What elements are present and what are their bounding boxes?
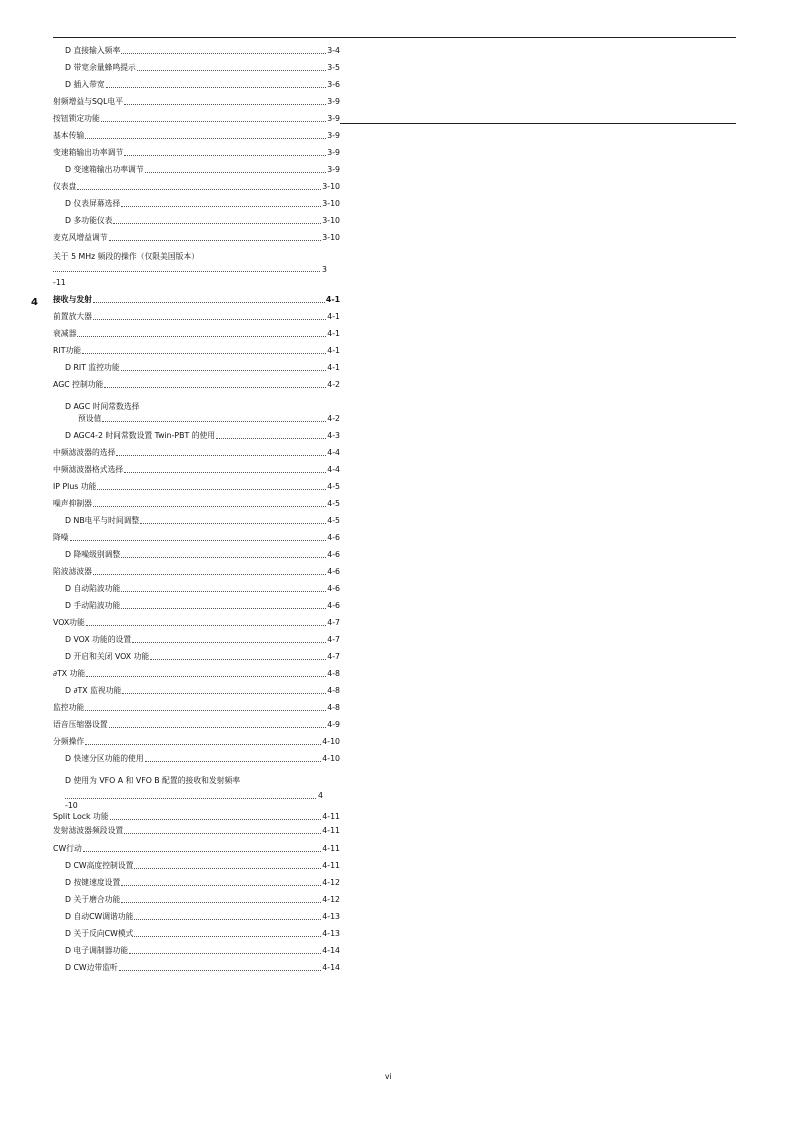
- toc-entry[interactable]: [65, 631, 340, 645]
- toc-entry-page: 3-10: [322, 199, 340, 208]
- toc-entry-5mhz-page: 3: [322, 265, 327, 274]
- toc-entry-page: 3-10: [322, 182, 340, 191]
- toc-entry[interactable]: [65, 42, 340, 56]
- toc-entry-title: D AGC4-2 时间常数设置 Twin-PBT 的使用: [65, 431, 216, 440]
- toc-leader: [85, 710, 326, 711]
- toc-entry[interactable]: [53, 325, 340, 339]
- toc-entry-page: 4-11: [322, 826, 340, 835]
- toc-leader: [121, 206, 321, 207]
- toc-entry[interactable]: [53, 308, 340, 322]
- toc-entry-page: 4-7: [327, 618, 340, 627]
- toc-entry-title: CW行动: [53, 844, 82, 853]
- toc-entry[interactable]: [53, 716, 340, 730]
- toc-entry-page: 4-7: [327, 652, 340, 661]
- toc-leader: [129, 953, 321, 954]
- toc-entry-title: D NB电平与时间调整: [65, 516, 140, 525]
- toc-entry-page: 4-6: [327, 601, 340, 610]
- toc-entry-page: 3-5: [327, 63, 340, 72]
- toc-entry-title: D 快速分区功能的使用: [65, 754, 144, 763]
- toc-entry-page: 4-8: [327, 669, 340, 678]
- toc-entry[interactable]: [53, 376, 340, 390]
- toc-entry-title: D 多功能仪表: [65, 216, 113, 225]
- toc-leader: [140, 523, 326, 524]
- toc-entry-page: 4-1: [327, 346, 340, 355]
- toc-leader: [116, 455, 326, 456]
- toc-entry-title: D 直接输入频率: [65, 46, 121, 55]
- toc-leader: [109, 727, 327, 728]
- toc-entry[interactable]: [65, 76, 340, 90]
- toc-leader: [70, 540, 327, 541]
- toc-entry-page: 4-12: [322, 895, 340, 904]
- toc-entry-page: 4-7: [327, 635, 340, 644]
- toc-leader: [121, 370, 327, 371]
- toc-leader: [137, 70, 326, 71]
- toc-entry-title: RIT功能: [53, 346, 82, 355]
- toc-entry-title: VOX功能: [53, 618, 85, 627]
- toc-entry-title: D 关于反向CW模式: [65, 929, 134, 938]
- toc-leader: [121, 591, 326, 592]
- toc-entry[interactable]: [65, 512, 340, 526]
- toc-entry-title: D 按键速度设置: [65, 878, 121, 887]
- toc-entry[interactable]: [65, 546, 340, 560]
- toc-entry-title: 变速箱输出功率调节: [53, 148, 124, 157]
- toc-entry-title: D 开启和关闭 VOX 功能: [65, 652, 150, 661]
- toc-leader: [106, 87, 327, 88]
- toc-leader: [122, 693, 326, 694]
- toc-entry[interactable]: [53, 110, 340, 124]
- toc-entry-title: 前置放大器: [53, 312, 92, 321]
- toc-leader: [85, 138, 326, 139]
- toc-entry-page: 4-9: [327, 720, 340, 729]
- toc-entry-page: 4-11: [322, 812, 340, 821]
- toc-leader: [121, 885, 321, 886]
- toc-entry-page: 4-3: [327, 431, 340, 440]
- toc-leader: [121, 557, 326, 558]
- toc-entry[interactable]: [53, 229, 340, 243]
- toc-entry-title: D ∂TX 监视功能: [65, 686, 122, 695]
- toc-entry-page: 4-4: [327, 448, 340, 457]
- toc-entry-page: 4-10: [322, 754, 340, 763]
- toc-entry-page: 3-10: [322, 233, 340, 242]
- toc-entry-title: 监控功能: [53, 703, 85, 712]
- toc-entry-title: 中频滤波器的选择: [53, 448, 116, 457]
- toc-entry[interactable]: [65, 580, 340, 594]
- toc-entry-title: 语音压缩器设置: [53, 720, 108, 729]
- toc-entry-page: 4-6: [327, 550, 340, 559]
- toc-leader: [93, 506, 326, 507]
- toc-leader: [113, 223, 321, 224]
- toc-leader: [53, 271, 320, 272]
- toc-entry[interactable]: [53, 840, 340, 854]
- toc-leader: [124, 104, 326, 105]
- toc-entry-title: 中频滤波器格式选择: [53, 465, 124, 474]
- toc-leader: [124, 155, 326, 156]
- toc-entry-vfo-title[interactable]: D 使用为 VFO A 和 VFO B 配置的接收和发射频率: [65, 776, 241, 785]
- toc-entry[interactable]: [65, 359, 340, 373]
- toc-entry-5mhz-page-cont: -11: [53, 278, 66, 287]
- toc-leader: [77, 189, 321, 190]
- toc-entry[interactable]: [53, 93, 340, 107]
- toc-entry-title: D CW高度控制设置: [65, 861, 134, 870]
- toc-leader: [145, 761, 322, 762]
- toc-leader: [65, 798, 316, 799]
- toc-leader: [134, 936, 321, 937]
- toc-entry[interactable]: [65, 908, 340, 922]
- toc-entry[interactable]: [53, 291, 340, 305]
- toc-entry[interactable]: [53, 733, 340, 747]
- toc-entry-page: 4-10: [322, 737, 340, 746]
- toc-entry-page: 4-13: [322, 929, 340, 938]
- toc-leader: [121, 608, 326, 609]
- toc-entry[interactable]: [53, 822, 340, 836]
- toc-entry-page: 4-14: [322, 963, 340, 972]
- toc-entry-page: 4-1: [327, 363, 340, 372]
- toc-leader: [86, 625, 326, 626]
- toc-entry[interactable]: [65, 925, 340, 939]
- toc-entry-vfo-page-cont: -10: [65, 801, 78, 810]
- toc-entry[interactable]: [53, 342, 340, 356]
- toc-entry[interactable]: [53, 495, 340, 509]
- toc-entry-title: 陷波滤波器: [53, 567, 92, 576]
- toc-entry[interactable]: [65, 959, 340, 973]
- toc-entry[interactable]: [65, 427, 340, 441]
- toc-entry-title: D RIT 监控功能: [65, 363, 120, 372]
- toc-entry-page: 4-1: [325, 295, 340, 304]
- toc-entry[interactable]: [65, 750, 340, 764]
- toc-entry-title: ∂TX 功能: [53, 669, 86, 678]
- toc-leader: [83, 851, 322, 852]
- toc-entry[interactable]: [65, 942, 340, 956]
- toc-entry-agc-time[interactable]: D AGC 时间常数选择: [65, 402, 140, 411]
- toc-entry[interactable]: [53, 461, 340, 475]
- toc-leader: [124, 833, 321, 834]
- toc-entry-page: 4-13: [322, 912, 340, 921]
- toc-entry-page: 4-14: [322, 946, 340, 955]
- toc-entry-title: AGC 控制功能: [53, 380, 104, 389]
- toc-entry-title: 接收与发射: [53, 295, 92, 304]
- toc-entry-page: 4-5: [327, 499, 340, 508]
- toc-entry-page: 4-4: [327, 465, 340, 474]
- toc-entry-title: 基本传输: [53, 131, 85, 140]
- toc-leader: [82, 353, 326, 354]
- toc-entry-title: D 降噪级别调整: [65, 550, 121, 559]
- toc-leader: [124, 472, 326, 473]
- toc-entry[interactable]: [53, 699, 340, 713]
- toc-entry-page: 4-8: [327, 703, 340, 712]
- toc-entry-page: 3-9: [327, 97, 340, 106]
- toc-leader: [77, 336, 326, 337]
- toc-leader: [134, 868, 321, 869]
- toc-entry-title: 衰减器: [53, 329, 77, 338]
- toc-entry-page: 4-2: [327, 380, 340, 389]
- toc-leader: [132, 642, 326, 643]
- toc-entry-title: D 电子调制器功能: [65, 946, 129, 955]
- toc-entry-title: 仪表盘: [53, 182, 77, 191]
- toc-leader: [109, 240, 322, 241]
- toc-entry-title: D CW边带监听: [65, 963, 118, 972]
- toc-entry[interactable]: [53, 478, 340, 492]
- toc-entry-5mhz-title[interactable]: 关于 5 MHz 频段的操作（仅限美国版本）: [53, 252, 200, 261]
- toc-entry-page: 3-6: [327, 80, 340, 89]
- toc-entry-title: IP Plus 功能: [53, 482, 97, 491]
- toc-entry-page: 4-6: [327, 533, 340, 542]
- toc-entry-title: D 关于磨合功能: [65, 895, 121, 904]
- toc-entry[interactable]: [65, 212, 340, 226]
- toc-leader: [121, 902, 321, 903]
- toc-entry-page: 4-8: [327, 686, 340, 695]
- toc-leader: [145, 172, 327, 173]
- toc-leader: [121, 53, 326, 54]
- toc-entry-page: 4-11: [322, 861, 340, 870]
- toc-leader: [93, 319, 326, 320]
- toc-entry[interactable]: [65, 874, 340, 888]
- toc-entry-title: 预设值: [78, 414, 102, 423]
- toc-leader: [93, 302, 325, 303]
- toc-entry-page: 4-5: [327, 482, 340, 491]
- toc-entry[interactable]: [65, 597, 340, 611]
- toc-entry-title: D 带宽余量蜂鸣提示: [65, 63, 136, 72]
- toc-entry-title: D 变速箱输出功率调节: [65, 165, 144, 174]
- toc-entry[interactable]: [53, 127, 340, 141]
- toc-entry-page: 3-9: [327, 131, 340, 140]
- toc-entry[interactable]: [65, 857, 340, 871]
- toc-entry-title: 发射滤波器频段设置: [53, 826, 124, 835]
- toc-entry-title: D 插入带宽: [65, 80, 105, 89]
- toc-entry-title: 麦克风增益调节: [53, 233, 108, 242]
- toc-entry[interactable]: [53, 614, 340, 628]
- toc-entry-vfo-page: 4: [318, 791, 323, 800]
- toc-entry-title: 降噪: [53, 533, 69, 542]
- toc-leader: [134, 919, 321, 920]
- toc-entry-title: Split Lock 功能: [53, 812, 109, 821]
- toc-entry-page: 4-2: [327, 414, 340, 423]
- toc-leader: [216, 438, 326, 439]
- toc-entry-title: D VOX 功能的设置: [65, 635, 132, 644]
- toc-entry[interactable]: [65, 195, 340, 209]
- chapter-number: 4: [31, 297, 38, 308]
- toc-entry-page: 4-5: [327, 516, 340, 525]
- page-number: vi: [385, 1072, 392, 1081]
- toc-entry[interactable]: [65, 682, 340, 696]
- toc-entry[interactable]: [53, 529, 340, 543]
- toc-leader: [110, 819, 322, 820]
- toc-leader: [93, 574, 326, 575]
- toc-entry-page: 3-9: [327, 165, 340, 174]
- toc-entry-page: 4-1: [327, 312, 340, 321]
- toc-entry-page: 3-9: [327, 114, 340, 123]
- toc-entry-title: D 手动陷波功能: [65, 601, 121, 610]
- toc-entry[interactable]: [65, 161, 340, 175]
- toc-entry-title: D 仪表屏幕选择: [65, 199, 121, 208]
- toc-leader: [150, 659, 326, 660]
- toc-entry[interactable]: [65, 59, 340, 73]
- toc-entry-page: 3-10: [322, 216, 340, 225]
- toc-entry[interactable]: [53, 144, 340, 158]
- toc-leader: [101, 121, 326, 122]
- toc-entry[interactable]: [53, 808, 340, 822]
- toc-entry-page: 3-9: [327, 148, 340, 157]
- toc-leader: [104, 387, 326, 388]
- toc-entry-title: D 自动CW调谐功能: [65, 912, 134, 921]
- toc-entry[interactable]: [78, 410, 340, 424]
- toc-leader: [85, 744, 321, 745]
- toc-entry[interactable]: [53, 563, 340, 577]
- toc-entry[interactable]: [65, 648, 340, 662]
- toc-leader: [119, 970, 321, 971]
- toc-entry-page: 4-11: [322, 844, 340, 853]
- toc-entry-title: 射频增益与SQL电平: [53, 97, 124, 106]
- toc-entry[interactable]: [65, 891, 340, 905]
- toc-entry[interactable]: [53, 444, 340, 458]
- toc-entry[interactable]: [53, 178, 340, 192]
- toc-leader: [86, 676, 326, 677]
- toc-entry-page: 4-1: [327, 329, 340, 338]
- toc-entry-page: 4-6: [327, 584, 340, 593]
- toc-leader: [97, 489, 326, 490]
- toc-entry-title: 噪声抑制器: [53, 499, 92, 508]
- toc-entry-title: D 自动陷波功能: [65, 584, 121, 593]
- toc-entry[interactable]: [53, 665, 340, 679]
- toc-entry-title: 按钮锁定功能: [53, 114, 100, 123]
- toc-entry-page: 4-12: [322, 878, 340, 887]
- toc-leader: [102, 421, 326, 422]
- toc-entry-page: 4-6: [327, 567, 340, 576]
- toc-entry-page: 3-4: [327, 46, 340, 55]
- toc-entry-title: 分频操作: [53, 737, 85, 746]
